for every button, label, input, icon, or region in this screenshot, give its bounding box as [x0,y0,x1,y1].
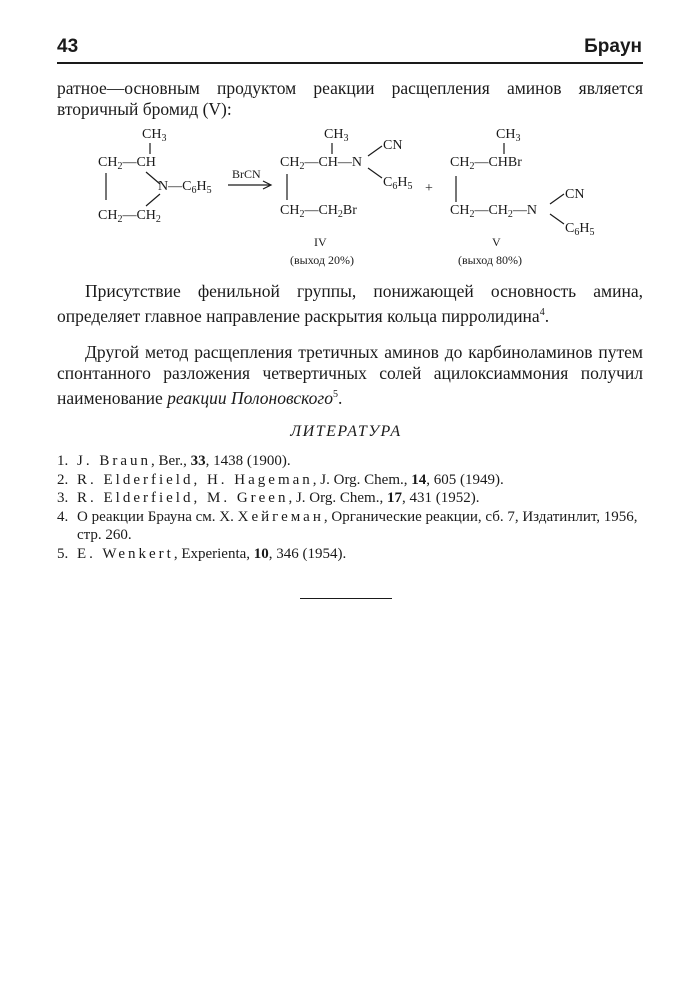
svg-text:N—C6H5: $N—C_6H_5$ [158,179,212,196]
svg-text:CH2—CH2—N: $CH_2—CH_2—N$ [450,203,538,220]
start-ch3-sub: 3 [161,133,167,144]
bond [368,146,382,156]
iv-cn: CN [383,138,403,153]
iv-top: CH [280,155,300,170]
product-iv [280,127,412,267]
reference-list [57,452,647,563]
v-label: V [492,235,501,249]
reference-author: Хейгеман [237,508,324,525]
svg-text:CH2—CHBr: $CH_2—CHBr$ [450,155,522,172]
product-v [450,127,594,267]
end-rule [300,598,392,599]
paragraph-polonovski: Другой метод расщепления третичных аминов до карбиноламинов путем спонтанного разложения четвертичных солей ацилоксиаммония получил наименование реакции Полоновского$^5$. [57,342,643,408]
footnote-ref-4: 4 [539,307,545,318]
v-top: CH [450,155,470,170]
starting-material [98,127,212,225]
plus-sign: + [425,181,433,196]
start-bot-ch2: CH [98,208,118,223]
iv-c6h5: C [383,175,393,190]
reagent-label: BrCN [232,167,261,181]
reference-author: E. Wenkert [77,545,174,562]
bond [146,194,160,206]
paragraph-intro: ратное—основным продуктом реакции расщепления аминов является вторичный бромид (V): [57,78,643,119]
svg-text:C6H5: $C_6H_5$ [565,221,595,238]
iv-yield: (выход 20%) [290,253,355,267]
iv-label: IV [314,235,327,249]
page-header [57,30,642,58]
header-rule [57,62,643,64]
reference-author: R. Elderfield, M. Green [77,490,289,506]
v-bot: CH [450,203,470,218]
bond [550,194,564,204]
v-c6h5: C [565,221,575,236]
v-cn: CN [565,187,585,202]
running-title: Браун [584,36,642,57]
v-ch3: CH [496,127,516,142]
reference-author: R. Elderfield, H. Hageman [77,471,313,488]
start-top-ch2: CH [98,155,118,170]
reference-item: 5. E. Wenkert, Experienta, 10, 346 (1954). [57,545,347,562]
svg-text:CH2—CH: $CH_2—CH$ [98,155,156,172]
svg-text:CH3 [142,127,166,144]
start-n-phenyl: N—C [158,179,192,194]
iv-ch3: CH [324,127,344,142]
bond [550,214,564,224]
v-yield: (выход 80%) [458,253,523,267]
svg-text:CH3: $CH_3$ [496,127,521,144]
page-number: 43 [57,36,79,57]
footnote-ref-5: 5 [332,389,338,400]
paragraph-phenyl: Присутствие фенильной группы, понижающей основность амина, определяет главное направление раскрытия кольца пирролидина$^4$. [57,281,643,326]
bond [368,168,382,178]
svg-text:C6H5: $C_6H_5$ [383,175,413,192]
polonovski-reaction: реакции Полоновского [167,387,333,408]
svg-text:CH3: $CH_3$ [324,127,349,144]
start-ch3: CH [142,127,162,142]
svg-text:CH2—CH—N: $CH_2—CH—N$ [280,155,363,172]
reference-item: 3. R. Elderfield, M. Green, J. Org. Chem., 17, 431 (1952). [57,490,480,506]
literature-title: ЛИТЕРАТУРА [290,423,402,440]
reference-item: 2. R. Elderfield, H. Hageman, J. Org. Chem., 14, 605 (1949). [57,471,504,488]
iv-bot: CH [280,203,300,218]
reference-item: 1. J. Braun, Ber., 33, 1438 (1900). [57,453,291,469]
svg-text:CH2—CH2Br: $CH_2—CH_2Br$ [280,203,357,220]
reaction-arrow [228,167,271,189]
reaction-scheme [80,118,620,273]
reference-author: J. Braun [77,453,151,469]
svg-text:CH2—CH2: $CH_2—CH_2$ [98,208,161,225]
reference-item: 4. О реакции Брауна см. Х. Хейгеман, Органические реакции, сб. 7, Издатинлит, 1956, стр. 260. [57,508,638,543]
